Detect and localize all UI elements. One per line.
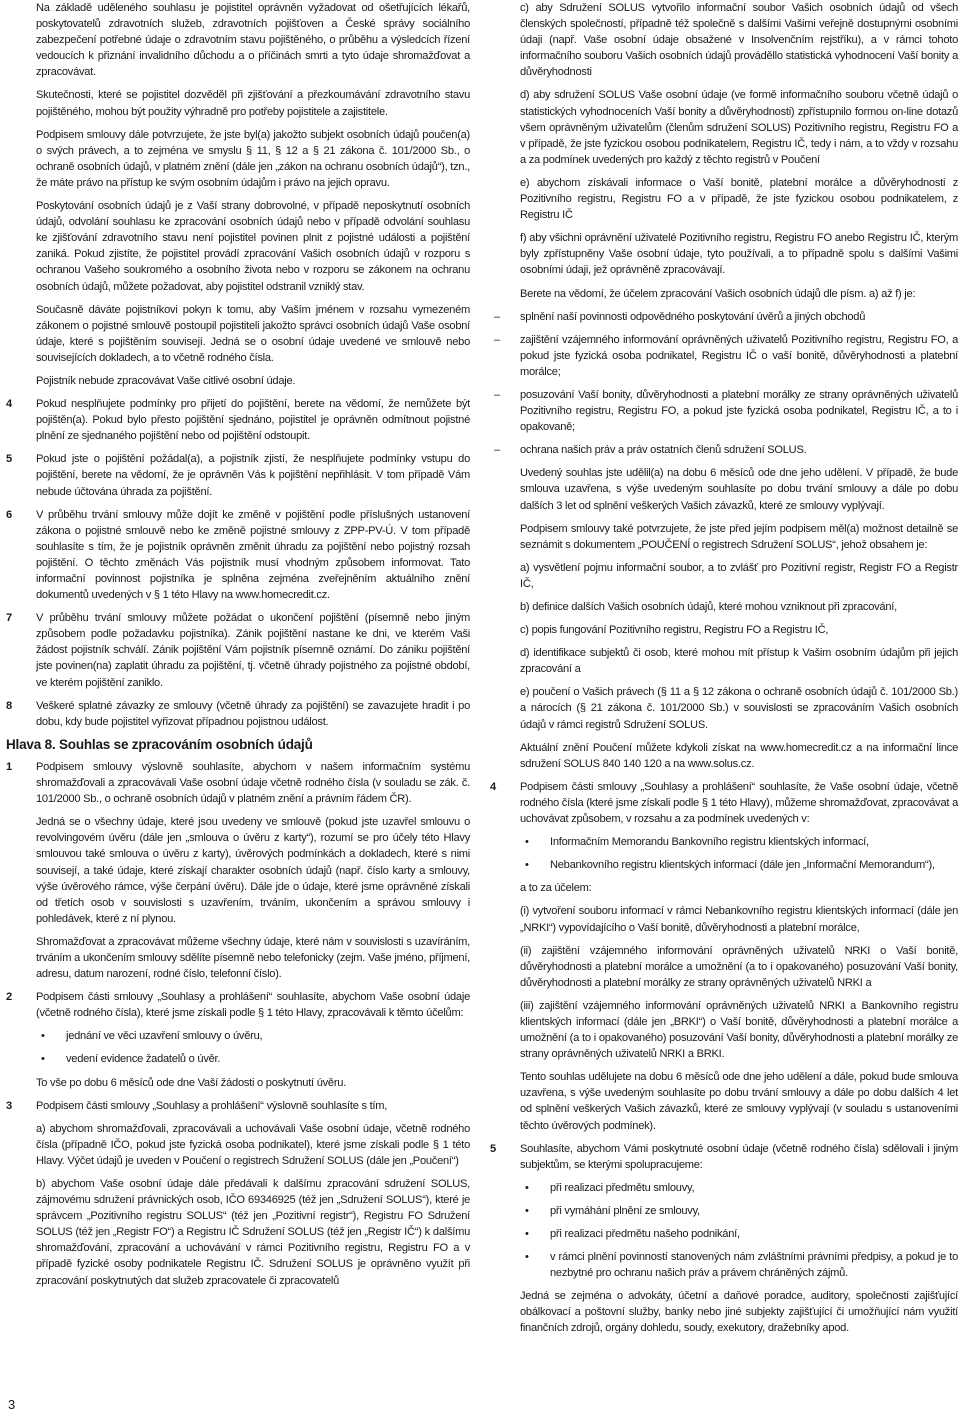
list-item: • Informačním Memorandu Bankovního registru klientských informací, [520, 834, 958, 850]
paragraph: Pokud jste o pojištění požádal(a), a pojistník zjistí, že nesplňujete podmínky vstupu do pojištění, berete na vědomí, že je oprávněn Vás k pojištění nepřihlásit. V tom případě Vám nebude účtována úhrada za pojištění. [36, 453, 470, 498]
paragraph: (iii) zajištění vzájemného informování oprávněných uživatelů NRKI a Bankovního registru klientských informací (dále jen „BRKI“) o Vaší bonitě, důvěryhodnosti a platební morálce a umožnění (a to i opakovaného) posuzování Vaší bonity, důvěryhodnosti a platební morálky ze strany oprávněných uživatelů NRKI a BRKI. [520, 999, 958, 1061]
paragraph: Pojistník nebude zpracovávat Vaše citlivé osobní údaje. [36, 374, 296, 387]
list-item: • při vymáhání plnění ze smlouvy, [520, 1203, 958, 1219]
paragraph: c) aby Sdružení SOLUS vytvořilo informační soubor Vašich osobních údajů od všech členských společností, případně též společně s dalšími Vašimi veřejně dostupnými osobními údaji (např. Vaše osobní údaje obsažené v Insolvenčním rejstříku), a v rámci tohoto informačního souboru Vašich osobních údajů prováděllo statistická vyhodnocení Vaší bonity a důvěryhodnosti [520, 2, 958, 79]
section-number: 2 [6, 991, 12, 1004]
section-3 [6, 1098, 470, 1289]
paragraph: V průběhu trvání smlouvy může dojít ke změně v pojištění podle příslušných ustanovení zákona o pojistné smlouvě nebo ke změně pojistné smlouvy z ZPP-PV-Ú. V tom případě souhlasíte s tím, že je pojistník oprávněn změnit úhradu za pojištění nebo pojistný rozsah pojištění. O těchto změnách Vás pojistník musí vhodným způsobem informovat. Tato informační povinnost pojistníka je splněna zejména zveřejněním aktuálního znění dokumentů uvedených v § 1 této Hlavy na www.homecredit.cz. [36, 508, 470, 602]
section-2 [6, 989, 470, 1090]
page-number: 3 [8, 1397, 16, 1412]
list-item: • při realizaci předmětu smlouvy, [520, 1180, 958, 1196]
paragraph: Aktuální znění Poučení můžete kdykoli získat na www.homecredit.cz a na informační lince sdružení SOLUS 840 140 120 a na www.solus.cz. [520, 741, 958, 770]
paragraph: Uvedený souhlas jste udělil(a) na dobu 6 měsíců ode dne jeho udělení. V případě, že bude smlouva uzavřena, s výše uvedeným souhlasíte po dobu trvání smlouvy a dále po dobu dalších 3 let od splnění veškerých Vašich závazků, které ze smlouvy vyplývají. [520, 467, 958, 512]
paragraph: b) abychom Vaše osobní údaje dále předávali k dalšímu zpracování sdružení SOLUS, zájmovému sdružení právnických osob, IČO 69346925 (též jen „Sdružení SOLUS“), které je správcem „Pozitivního registru SOLUS“ (též jen „Pozitivní registr“), Registru FO Sdružení SOLUS (též jen „Registr FO“) a Registru IČ Sdružení SOLUS (též jen „Registr IČ“) k dalšímu shromažďování, zpracování a uchovávání v rámci Pozitivního registru, Registru FO a v případě fyzické osoby podnikatele Registru IČ. Sdružení SOLUS je oprávněno využít při zpracování poskytnutých dat služeb zpracovatele či zpracovatelů [36, 1178, 470, 1287]
paragraph: b) definice dalších Vašich osobních údajů, které mohou vzniknout při zpracování, [520, 601, 897, 613]
left-column [6, 0, 470, 1296]
list-item: • jednání ve věci uzavření smlouvy o úvěru, [36, 1028, 470, 1044]
paragraph: Na základě uděleného souhlasu je pojistitel oprávněn vyžadovat od ošetřujících lékařů, poskytovatelů zdravotních služeb, zdravotních pojišťoven a České správy sociálního zabezpečení potřebné údaje o zdravotním stavu pojištěného, o průběhu a výsledcích řízení vedoucích k přiznání invalidního důchodu a o příčinách smrti a tyto údaje shromažďovat a zpracovávat. [36, 2, 470, 79]
section-number: 5 [6, 453, 12, 466]
paragraph: Jedná se zejména o advokáty, účetní a daňové poradce, auditory, společnosti zajišťující obálkovací a poštovní služby, banky nebo jiné subjekty zajišťující či umožňující nám využití finančních zdrojů, orgány dohledu, soudy, exekutory, dražebníky apod. [520, 1290, 958, 1335]
paragraph: (ii) zajištění vzájemného informování oprávněných uživatelů NRKI o Vaší bonitě, důvěryhodnosti a platební morálce a umožnění (a to i opakovaného) posuzování Vaší bonity, důvěryhodnosti a platební morálky ze strany oprávněných uživatelů NRKI a [520, 944, 958, 989]
section-4 [6, 396, 470, 444]
paragraph: Podpisem smlouvy také potvrzujete, že jste před jejím podpisem měl(a) možnost detailně se seznámit s dokumentem „POUČENÍ o registrech Sdružení SOLUS“, jehož obsahem je: [520, 522, 958, 551]
section-8 [6, 698, 470, 730]
paragraph: (i) vytvoření souboru informací v rámci Nebankovního registru klientských informací (dále jen „NRKI“) vypovídajícího o Vaší bonitě, důvěryhodnosti a platební morálce, [520, 905, 958, 934]
paragraph: a) vysvětlení pojmu informační soubor, a to zvlášť pro Pozitivní registr, Registr FO a Registr IČ, [520, 561, 958, 590]
paragraph: f) aby všichni oprávnění uživatelé Pozitivního registru, Registru FO anebo Registru IČ, kterým byly zpřístupněny Vaše osobní údaje, tyto používali, a to případně spolu s dalšími Vašimi osobními údaji, jež oprávněně zpracovávají. [520, 232, 958, 277]
right-column [490, 0, 958, 1344]
section-number: 6 [6, 508, 12, 521]
list-item: • vedení evidence žadatelů o úvěr. [36, 1051, 470, 1067]
chapter-heading: Hlava 8. Souhlas se zpracováním osobních údajů [6, 736, 313, 752]
paragraph: a) abychom shromažďovali, zpracovávali a uchovávali Vaše osobní údaje, včetně rodného čísla (případně IČO, pokud jste fyzická osoba podnikatel), které jsme získali podle § 1 této Hlavy. Výčet údajů je uveden v Poučení o registrech Sdružení SOLUS (dále jen „Poučení“) [36, 1122, 470, 1167]
list-item: – posuzování Vaší bonity, důvěryhodnosti a platební morálky ze strany oprávněných uživatelů Pozitivního registru, Registru FO, a pokud jste fyzická osoba podnikatel, Registru IČ, a to i opakovaně; [490, 387, 958, 435]
section-number: 8 [6, 699, 12, 712]
section-number: 7 [6, 612, 12, 625]
paragraph: Podpisem části smlouvy „Souhlasy a prohlášení“ souhlasíte, že Vaše osobní údaje, včetně rodného čísla (které jsme získali podle § 1 této Hlavy), můžeme shromažďovat, zpracovávat a uchovávat způsobem, v rozsahu a za podmínek uvedených v: [520, 780, 958, 826]
list-item: • při realizaci předmětu našeho podnikání, [520, 1226, 958, 1242]
paragraph: Podpisem smlouvy výslovně souhlasíte, abychom v našem informačním systému shromažďovali a zpracovávali Vaše osobní údaje včetně rodného čísla (v souladu se zák. č. 101/2000 Sb., o ochraně osobních údajů v platném znění a právním řádem ČR). [36, 760, 470, 806]
list-item: – ochrana našich práv a práv ostatních členů sdružení SOLUS. [490, 442, 958, 458]
list-item: – splnění naší povinnosti odpovědného poskytování úvěrů a jiných obchodů [490, 309, 958, 325]
section-7 [6, 610, 470, 690]
paragraph: Jedná se o všechny údaje, které jsou uvedeny ve smlouvě (pokud jste uzavřel smlouvu o revolvingovém úvěru (dále jen „smlouva o úvěru z karty“), rozumí se pro účely této Hlavy smlouvou také smlouva o úvěru z karty), úvěrových podmínkách a dokladech, které s nimi souvisejí, a také údaje, které získají charakter osobních údajů (např. číslo karty a smlouvy, výše úvěrového rámce, výše čerpání úvěru). Dále jde o údaje, které jsme oprávněné získali od třetích osob v souvislosti s uzavřením, trváním, ukončením a správou smlouvy i pohledávek, které z ní plynou. [36, 816, 470, 925]
paragraph: e) abychom získávali informace o Vaší bonitě, platební morálce a důvěryhodnosti z Pozitivního registru, Registru FO a v případě, že jste fyzickou osobou podnikatelem, z Registru IČ [520, 176, 958, 222]
paragraph: Veškeré splatné závazky ze smlouvy (včetně úhrady za pojištění) se zavazujete hradit i po dobu, kdy bude pojistitel vyřizovat případnou pojistnou událost. [36, 699, 470, 728]
section-number: 4 [490, 780, 496, 793]
section-4-right [490, 779, 958, 1134]
paragraph: d) aby sdružení SOLUS Vaše osobní údaje (ve formě informačního souboru včetně údajů o statistických vyhodnoceních Vaší bonity a důvěryhodnosti) zpřístupnilo formou on-line dotazů všem oprávněným uživatelům (členům sdružení SOLUS) Pozitivního registru, Registru FO a v případě, že jste fyzickou osobou podnikatelem, Registru IČ, tedy i nám, a to vždy v rozsahu a za podmínek uvedených pro každý z těchto registrů v Poučení [520, 89, 958, 166]
paragraph: Pokud nesplňujete podmínky pro přijetí do pojištění, berete na vědomí, že nemůžete být pojištěn(a). Pokud bylo přesto pojištění sjednáno, pojistitel je oprávněn odmítnout pojistné plnění ze sjednaného pojištění nebo od pojištění odstoupit. [36, 398, 470, 443]
paragraph: Současně dáváte pojistníkovi pokyn k tomu, aby Vaším jménem v rozsahu vymezeném zákonem o pojistné smlouvě postoupil pojistiteli jakožto správci osobních údajů Vaše osobní údaje, které s pojištěním souvisejí. Jedná se o osobní údaje uvedené ve smlouvě nebo souvisejících dokladech, a to včetně rodného čísla. [36, 303, 470, 364]
section-1 [6, 759, 470, 982]
paragraph: Souhlasíte, abychom Vámi poskytnuté osobní údaje (včetně rodného čísla) sdělovali i jiným subjektům, se kterými spolupracujeme: [520, 1142, 958, 1171]
paragraph: Podpisem smlouvy dále potvrzujete, že jste byl(a) jakožto subjekt osobních údajů poučen(a) o svých právech, a to zejména ve smyslu § 11, § 12 a § 21 zákona č. 101/2000 Sb., o ochraně osobních údajů, v platném znění (dále jen „zákon na ochranu osobních údajů“), tzn., že máte právo na přístup ke svým osobním údajům i právo na jejich opravu. [36, 128, 470, 189]
section-5 [6, 451, 470, 499]
paragraph: Berete na vědomí, že účelem zpracování Vašich osobních údajů dle písm. a) až f) je: [520, 287, 916, 300]
list-item: • v rámci plnění povinností stanovených nám zvláštními právními předpisy, a pokud je to nezbytné pro ochranu našich práv a právem chráněných zájmů. [520, 1249, 958, 1281]
list-item: • Nebankovního registru klientských informací (dále jen „Informační Memorandum“), [520, 857, 958, 873]
section-5-right [490, 1141, 958, 1337]
paragraph: Poskytování osobních údajů je z Vaší strany dobrovolné, v případě neposkytnutí osobních údajů, odvolání souhlasu ke zpracování osobních údajů nebo v případě odvolání souhlasu ke zjišťování zdravotního stavu není pojistitel povinen plnit z pojistné události a pojištění zaniká. Pokud zjistíte, že pojistitel provádí zpracování Vašich osobních údajů v rozporu s ochranou Vašeho soukromého a osobního života nebo v rozporu se zákonem na ochranu osobních údajů, můžete požadovat, aby pojistitel odstranil vzniklý stav. [36, 200, 470, 293]
paragraph: c) popis fungování Pozitivního registru, Registru FO a Registru IČ, [520, 624, 829, 637]
paragraph: d) identifikace subjektů či osob, které mohou mít přístup k Vašim osobním údajům při jejich zpracování a [520, 647, 958, 676]
paragraph: Podpisem části smlouvy „Souhlasy a prohlášení“ výslovně souhlasíte s tím, [36, 1099, 388, 1112]
paragraph: To vše po dobu 6 měsíců ode dne Vaší žádosti o poskytnutí úvěru. [36, 1076, 347, 1089]
paragraph: Skutečnosti, které se pojistitel dozvěděl při zjišťování a přezkoumávání zdravotního stavu pojištěného, mohou být použity výhradně pro potřeby pojistitele a zajistitele. [36, 89, 470, 118]
paragraph: V průběhu trvání smlouvy můžete požádat o ukončení pojištění (písemně nebo jiným způsobem podle požadavku pojistníka). Zánik pojištění nastane ke dni, ve kterém Vaši žádost pojistník schválí. Zánik pojištění Vám pojistník písemně oznámí. Do zániku pojištění jste povinen(na) zaplatit úhradu za pojištění, tj. včetně úhrady pojistného za pojistné období, ve kterém pojištění zaniklo. [36, 612, 470, 689]
paragraph: a to za účelem: [520, 882, 592, 895]
paragraph: Podpisem části smlouvy „Souhlasy a prohlášení“ souhlasíte, abychom Vaše osobní údaje (včetně rodného čísla), které jsme získali podle § 1 této Hlavy, zpracovávali k těmto účelům: [36, 991, 470, 1020]
paragraph: e) poučení o Vašich právech (§ 11 a § 12 zákona o ochraně osobních údajů č. 101/2000 Sb.) a nárocích (§ 21 zákona č. 101/2000 Sb.) v souvislosti se zpracováním Vašich osobních údajů v rámci registrů Sdružení SOLUS. [520, 686, 958, 731]
section-6 [6, 507, 470, 604]
section-number: 1 [6, 760, 12, 773]
section-number: 4 [6, 398, 12, 411]
section-number: 3 [6, 1099, 12, 1112]
list-item: – zajištění vzájemného informování oprávněných uživatelů Pozitivního registru, Registru FO, a pokud jste fyzická osoba podnikatel, Registru IČ o vaší bonitě, důvěryhodnosti a platební morálce; [490, 332, 958, 380]
paragraph: Tento souhlas udělujete na dobu 6 měsíců ode dne jeho udělení a dále, pokud bude smlouva uzavřena, s výše uvedeným souhlasíte po dobu trvání smlouvy a dále po dobu dalších 4 let od splnění veškerých Vašich závazků, které ze smlouvy vyplývají (v souladu s ustanoveními těchto úvěrových podmínek). [520, 1071, 958, 1132]
section-number: 5 [490, 1142, 496, 1155]
paragraph: Shromažďovat a zpracovávat můžeme všechny údaje, které nám v souvislosti s uzavíráním, trváním a ukončením smlouvy sdělíte písemně nebo telefonicky (zejm. Vaše jméno, příjmení, adresu, datum narození, rodné číslo, telefonní číslo). [36, 935, 470, 981]
